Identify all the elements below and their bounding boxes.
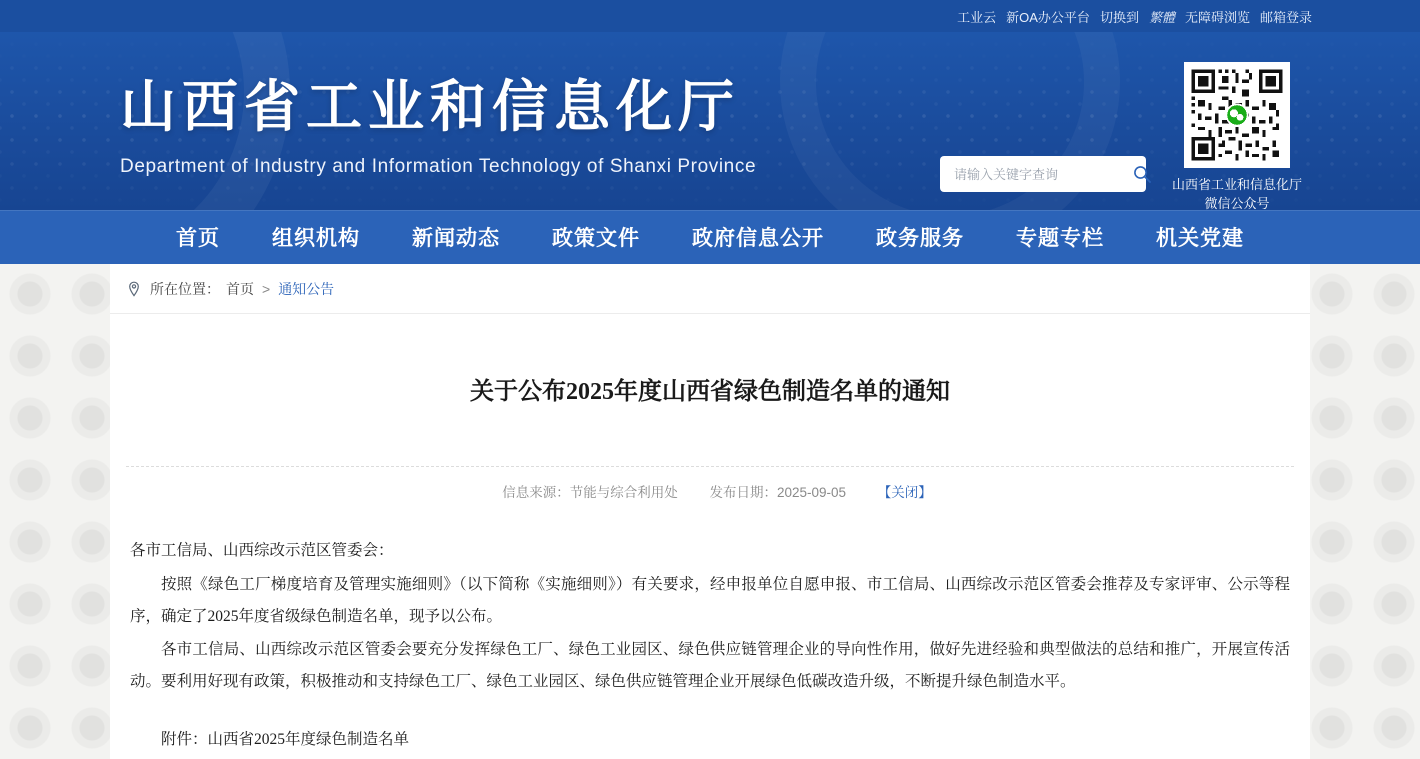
breadcrumb-item-notices[interactable]: 通知公告 <box>278 280 335 297</box>
link-mail-login[interactable]: 邮箱登录 <box>1259 9 1312 25</box>
main-navigation <box>0 210 1420 264</box>
nav-item-news[interactable]: 新闻动态 <box>412 225 500 250</box>
site-title-cn: 山西省工业和信息化厅 <box>120 77 740 139</box>
wechat-qr-caption-line1: 山西省工业和信息化厅 <box>1171 177 1302 192</box>
search-icon[interactable] <box>1132 164 1152 184</box>
article-date-label: 发布日期： <box>709 485 777 501</box>
breadcrumb <box>110 264 1310 314</box>
wechat-qr-caption-line2: 微信公众号 <box>1204 195 1270 210</box>
breadcrumb-label: 所在位置： <box>150 280 220 297</box>
site-header <box>0 32 1420 210</box>
site-title-en: Department of Industry and Information Technology of Shanxi Province <box>120 156 757 178</box>
wechat-qr-caption <box>1162 176 1312 210</box>
nav-item-government-services[interactable]: 政务服务 <box>876 225 964 250</box>
close-window-link[interactable]: 【关闭】 <box>877 485 932 501</box>
link-industrial-cloud[interactable]: 工业云 <box>957 9 997 25</box>
nav-item-organization[interactable]: 组织机构 <box>272 225 360 250</box>
link-traditional-chinese[interactable]: 繁體 <box>1148 9 1175 25</box>
wechat-qr-block <box>1162 62 1312 210</box>
article-meta <box>126 466 1294 517</box>
page-area <box>0 264 1420 759</box>
article-date <box>709 485 849 500</box>
article-body <box>110 517 1310 756</box>
search-box[interactable] <box>940 156 1146 192</box>
site-brand <box>120 76 756 178</box>
nav-item-home[interactable]: 首页 <box>176 225 220 250</box>
search-input[interactable] <box>952 166 1132 183</box>
article-source-label: 信息来源： <box>502 485 570 501</box>
article-paragraph-salutation: 各市工信局、山西综改示范区管委会： <box>130 542 394 560</box>
label-switch-to: 切换到 <box>1099 9 1139 25</box>
nav-item-policy-documents[interactable]: 政策文件 <box>552 225 640 250</box>
top-utility-bar <box>0 0 1420 32</box>
link-accessibility[interactable]: 无障碍浏览 <box>1184 9 1250 25</box>
article-attachment: 附件：山西省2025年度绿色制造名单 <box>161 730 410 748</box>
nav-item-special-topics[interactable]: 专题专栏 <box>1016 225 1104 250</box>
page-title: 关于公布2025年度山西省绿色制造名单的通知 <box>470 379 950 406</box>
nav-item-government-info-disclosure[interactable]: 政府信息公开 <box>692 225 824 250</box>
content-container <box>110 264 1310 759</box>
article-date-value: 2025-09-05 <box>776 485 847 501</box>
breadcrumb-separator: > <box>262 280 271 297</box>
article-source-value: 节能与综合利用处 <box>569 485 678 501</box>
nav-item-party-building[interactable]: 机关党建 <box>1156 225 1244 250</box>
wechat-qr-code <box>1184 62 1290 168</box>
article-paragraph-2: 各市工信局、山西综改示范区管委会要充分发挥绿色工厂、绿色工业园区、绿色供应链管理企业的导向性作用，做好先进经验和典型做法的总结和推广，开展宣传活动。要利用好现有政策，积极推动和支持绿色工厂、绿色工业园区、绿色供应链管理企业开展绿色低碳改造升级，不断提升绿色制造水平。 <box>130 641 1290 691</box>
location-pin-icon <box>126 281 142 297</box>
breadcrumb-item-home[interactable]: 首页 <box>226 280 254 297</box>
article-source <box>502 485 681 500</box>
link-new-oa[interactable]: 新OA办公平台 <box>1006 9 1090 25</box>
article-paragraph-1: 按照《绿色工厂梯度培育及管理实施细则》（以下简称《实施细则》）有关要求，经申报单位自愿申报、市工信局、山西综改示范区管委会推荐及专家评审、公示等程序，确定了2025年度省级绿色制造名单，现予以公布。 <box>130 575 1290 625</box>
